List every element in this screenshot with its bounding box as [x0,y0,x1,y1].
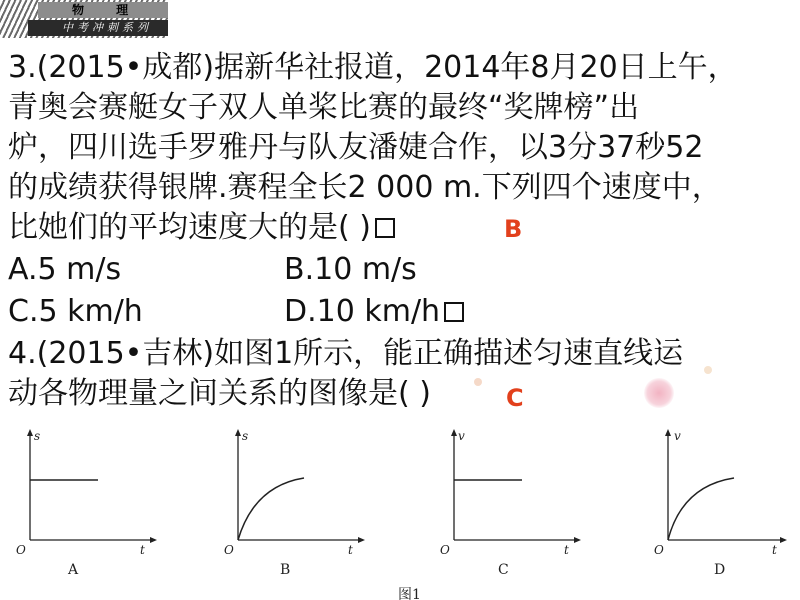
x-axis-label: t [140,543,145,557]
q3-line-3: 炉，四川选手罗雅丹与队友潘婕合作，以3分37秒52 [8,130,704,165]
origin-label: O [654,543,664,557]
small-blot [474,378,482,386]
x-axis-label: t [348,543,353,557]
graph-c [434,428,594,578]
y-arrow-icon [235,429,241,436]
x-arrow-icon [780,537,787,543]
small-blot [704,366,712,374]
graph-c-svg [434,428,594,578]
q3-line-4: 的成绩获得银牌.赛程全长2 000 m.下列四个速度中， [8,170,722,205]
q4-line-2: 动各物理量之间关系的图像是( ) [8,376,431,411]
q4-line-1: 4.(2015•吉林)如图1所示，能正确描述匀速直线运 [8,336,684,371]
y-arrow-icon [665,429,671,436]
origin-label: O [224,543,234,557]
header-banner [0,0,168,38]
x-arrow-icon [150,537,157,543]
q3-option-d-box [444,302,464,322]
figure-1 [0,428,800,600]
q3-option-b: B.10 m/s [284,252,417,287]
graph-b-curve [238,478,304,540]
q3-checkbox [375,218,395,238]
y-axis-label: s [34,429,41,443]
x-axis-label: t [772,543,777,557]
x-arrow-icon [358,537,365,543]
pink-blot [644,378,674,408]
graph-b [218,428,378,578]
q3-option-c: C.5 km/h [8,294,143,329]
subject-title: 物 理 [72,3,143,17]
graph-d-svg [648,428,800,578]
x-axis-label: t [564,543,569,557]
graph-d [648,428,800,578]
q4-answer: C [506,384,524,412]
q3-line-5 [8,210,395,246]
origin-label: O [16,543,26,557]
y-arrow-icon [451,429,457,436]
series-title: 中考冲刺系列 [62,21,152,34]
q3-line-1: 3.(2015•成都)据新华社报道，2014年8月20日上午， [8,50,738,85]
graph-a [10,428,170,578]
figure-caption: 图1 [398,587,421,600]
graph-label: B [280,562,291,578]
graph-d-curve [668,478,734,540]
graph-label: D [714,562,726,578]
origin-label: O [440,543,450,557]
x-arrow-icon [574,537,581,543]
graph-label: C [498,562,509,578]
graph-a-svg [10,428,170,578]
graph-b-svg [218,428,378,578]
y-arrow-icon [27,429,33,436]
graph-label: A [68,562,79,578]
q3-option-a: A.5 m/s [8,252,122,287]
q3-line-2: 青奥会赛艇女子双人单桨比赛的最终“奖牌榜”出 [8,90,640,125]
y-axis-label: s [242,429,249,443]
q3-line-5-text: 比她们的平均速度大的是( ) [8,210,371,245]
y-axis-label: v [458,429,465,443]
q3-option-d [284,294,464,330]
y-axis-label: v [674,429,681,443]
q3-answer: B [504,215,523,243]
q3-option-d-text: D.10 km/h [284,294,441,329]
